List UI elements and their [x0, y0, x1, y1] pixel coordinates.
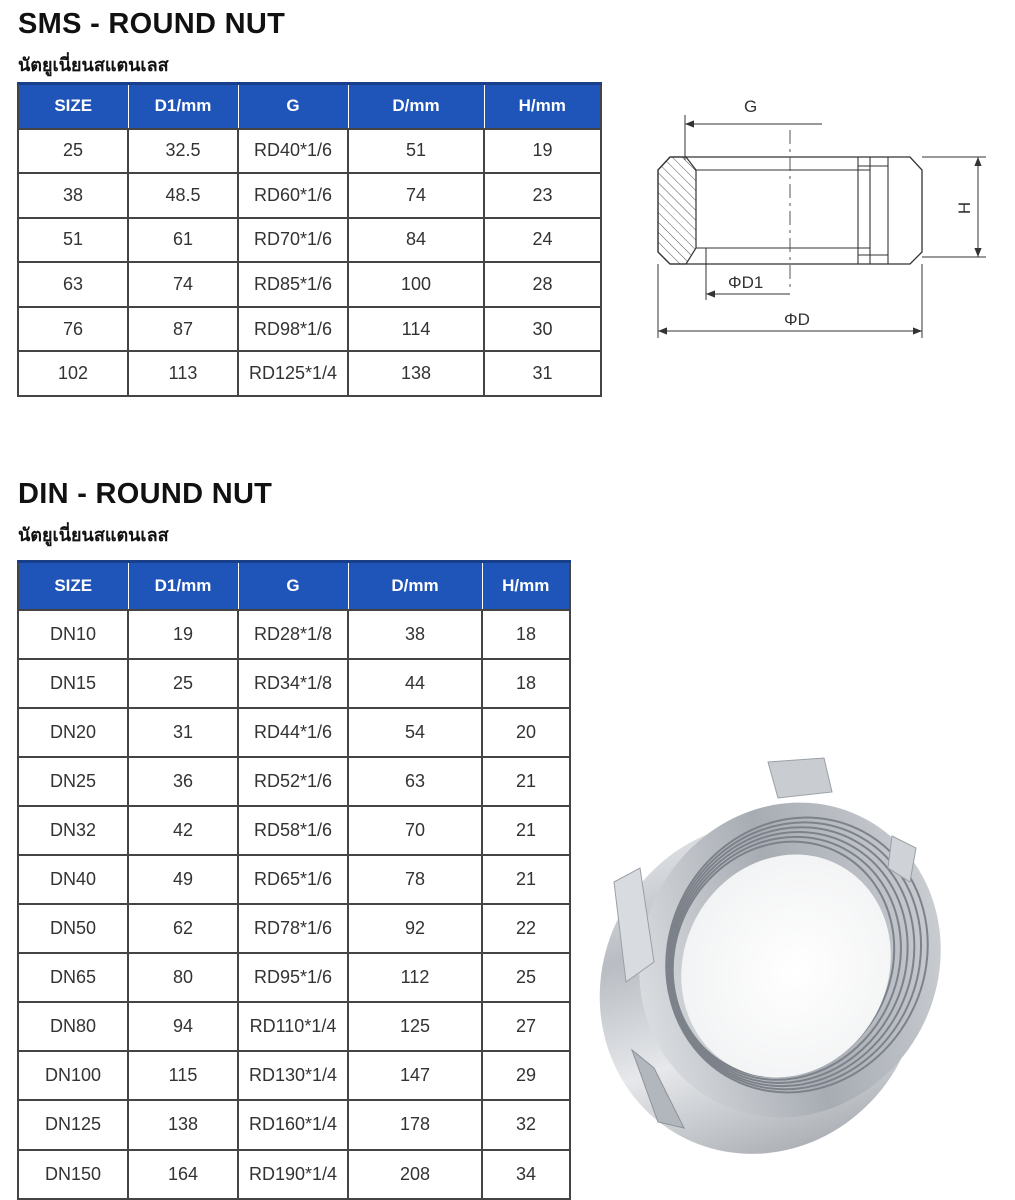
table-cell: 54 — [348, 708, 482, 757]
table-cell: 138 — [128, 1100, 238, 1149]
table-row — [18, 351, 601, 396]
table-cell: 125 — [348, 1002, 482, 1051]
table-cell: 63 — [348, 757, 482, 806]
table-row — [18, 1100, 570, 1149]
table-cell: 147 — [348, 1051, 482, 1100]
din-column-header: D/mm — [348, 562, 482, 610]
table-cell: RD52*1/6 — [238, 757, 348, 806]
table-cell: RD110*1/4 — [238, 1002, 348, 1051]
sms-column-header: D/mm — [348, 84, 484, 129]
table-cell: 61 — [128, 218, 238, 263]
table-cell: 18 — [482, 610, 570, 659]
table-cell: RD130*1/4 — [238, 1051, 348, 1100]
table-row — [18, 953, 570, 1002]
table-cell: 80 — [128, 953, 238, 1002]
table-cell: 114 — [348, 307, 484, 352]
table-cell: 112 — [348, 953, 482, 1002]
table-cell: DN32 — [18, 806, 128, 855]
diagram-label-h: H — [955, 201, 974, 215]
table-cell: 23 — [484, 173, 601, 218]
din-column-header: H/mm — [482, 562, 570, 610]
table-cell: RD95*1/6 — [238, 953, 348, 1002]
table-cell: 48.5 — [128, 173, 238, 218]
din-column-header: SIZE — [18, 562, 128, 610]
table-cell: 70 — [348, 806, 482, 855]
table-cell: RD125*1/4 — [238, 351, 348, 396]
table-cell: RD160*1/4 — [238, 1100, 348, 1149]
table-cell: DN50 — [18, 904, 128, 953]
table-cell: RD34*1/8 — [238, 659, 348, 708]
table-row — [18, 218, 601, 263]
table-row — [18, 610, 570, 659]
table-cell: 78 — [348, 855, 482, 904]
round-nut-cross-section-diagram — [648, 88, 1008, 338]
table-cell: DN20 — [18, 708, 128, 757]
table-row — [18, 855, 570, 904]
table-cell: RD44*1/6 — [238, 708, 348, 757]
table-cell: 74 — [128, 262, 238, 307]
table-cell: 178 — [348, 1100, 482, 1149]
table-row — [18, 1051, 570, 1100]
table-cell: RD65*1/6 — [238, 855, 348, 904]
table-cell: RD78*1/6 — [238, 904, 348, 953]
sms-header-row — [18, 84, 601, 129]
table-cell: RD58*1/6 — [238, 806, 348, 855]
table-cell: 113 — [128, 351, 238, 396]
diagram-label-d: ΦD — [784, 310, 810, 329]
table-cell: 138 — [348, 351, 484, 396]
table-cell: RD85*1/6 — [238, 262, 348, 307]
table-cell: 32.5 — [128, 129, 238, 174]
table-row — [18, 262, 601, 307]
table-row — [18, 307, 601, 352]
table-cell: 21 — [482, 757, 570, 806]
table-cell: 51 — [18, 218, 128, 263]
table-cell: 62 — [128, 904, 238, 953]
sms-column-header: D1/mm — [128, 84, 238, 129]
table-cell: 87 — [128, 307, 238, 352]
table-cell: RD28*1/8 — [238, 610, 348, 659]
table-cell: 25 — [128, 659, 238, 708]
table-row — [18, 806, 570, 855]
table-row — [18, 904, 570, 953]
sms-spec-table — [17, 82, 602, 397]
table-cell: RD70*1/6 — [238, 218, 348, 263]
table-cell: 84 — [348, 218, 484, 263]
din-column-header: G — [238, 562, 348, 610]
table-row — [18, 173, 601, 218]
table-cell: DN25 — [18, 757, 128, 806]
table-cell: 18 — [482, 659, 570, 708]
table-cell: 21 — [482, 806, 570, 855]
din-table-body — [18, 610, 570, 1199]
table-cell: 27 — [482, 1002, 570, 1051]
table-cell: 28 — [484, 262, 601, 307]
table-row — [18, 659, 570, 708]
table-cell: 19 — [484, 129, 601, 174]
table-cell: 42 — [128, 806, 238, 855]
table-cell: 102 — [18, 351, 128, 396]
table-cell: 24 — [484, 218, 601, 263]
table-row — [18, 1002, 570, 1051]
table-cell: 38 — [348, 610, 482, 659]
table-cell: RD40*1/6 — [238, 129, 348, 174]
table-row — [18, 1150, 570, 1199]
table-cell: RD98*1/6 — [238, 307, 348, 352]
table-cell: 115 — [128, 1051, 238, 1100]
table-row — [18, 708, 570, 757]
sms-title: SMS - ROUND NUT — [18, 8, 286, 40]
sms-column-header: H/mm — [484, 84, 601, 129]
table-cell: 34 — [482, 1150, 570, 1199]
table-cell: RD190*1/4 — [238, 1150, 348, 1199]
table-cell: 19 — [128, 610, 238, 659]
table-cell: DN80 — [18, 1002, 128, 1051]
table-cell: DN150 — [18, 1150, 128, 1199]
din-spec-table — [17, 560, 571, 1200]
table-cell: DN10 — [18, 610, 128, 659]
table-cell: 100 — [348, 262, 484, 307]
round-nut-product-image — [592, 750, 952, 1170]
diagram-label-g: G — [744, 97, 758, 116]
table-cell: 36 — [128, 757, 238, 806]
table-cell: 31 — [484, 351, 601, 396]
table-cell: 30 — [484, 307, 601, 352]
table-cell: 92 — [348, 904, 482, 953]
table-cell: 25 — [18, 129, 128, 174]
table-row — [18, 757, 570, 806]
table-cell: 208 — [348, 1150, 482, 1199]
table-row — [18, 129, 601, 174]
table-cell: 22 — [482, 904, 570, 953]
table-cell: 76 — [18, 307, 128, 352]
table-cell: 44 — [348, 659, 482, 708]
table-cell: 29 — [482, 1051, 570, 1100]
sms-table-body — [18, 129, 601, 397]
table-cell: 38 — [18, 173, 128, 218]
table-cell: 31 — [128, 708, 238, 757]
table-cell: RD60*1/6 — [238, 173, 348, 218]
table-cell: 164 — [128, 1150, 238, 1199]
table-cell: 51 — [348, 129, 484, 174]
table-cell: 49 — [128, 855, 238, 904]
table-cell: DN65 — [18, 953, 128, 1002]
table-cell: DN125 — [18, 1100, 128, 1149]
table-cell: 25 — [482, 953, 570, 1002]
diagram-label-d1: ΦD1 — [728, 273, 764, 292]
table-cell: 94 — [128, 1002, 238, 1051]
table-cell: 63 — [18, 262, 128, 307]
din-header-row — [18, 562, 570, 610]
table-cell: 21 — [482, 855, 570, 904]
sms-subtitle: นัตยูเนี่ยนสแตนเลส — [18, 55, 169, 76]
sms-column-header: G — [238, 84, 348, 129]
din-subtitle: นัตยูเนี่ยนสแตนเลส — [18, 525, 169, 546]
table-cell: DN40 — [18, 855, 128, 904]
table-cell: DN15 — [18, 659, 128, 708]
table-cell: DN100 — [18, 1051, 128, 1100]
din-title: DIN - ROUND NUT — [18, 478, 273, 510]
din-column-header: D1/mm — [128, 562, 238, 610]
table-cell: 20 — [482, 708, 570, 757]
sms-column-header: SIZE — [18, 84, 128, 129]
table-cell: 32 — [482, 1100, 570, 1149]
table-cell: 74 — [348, 173, 484, 218]
